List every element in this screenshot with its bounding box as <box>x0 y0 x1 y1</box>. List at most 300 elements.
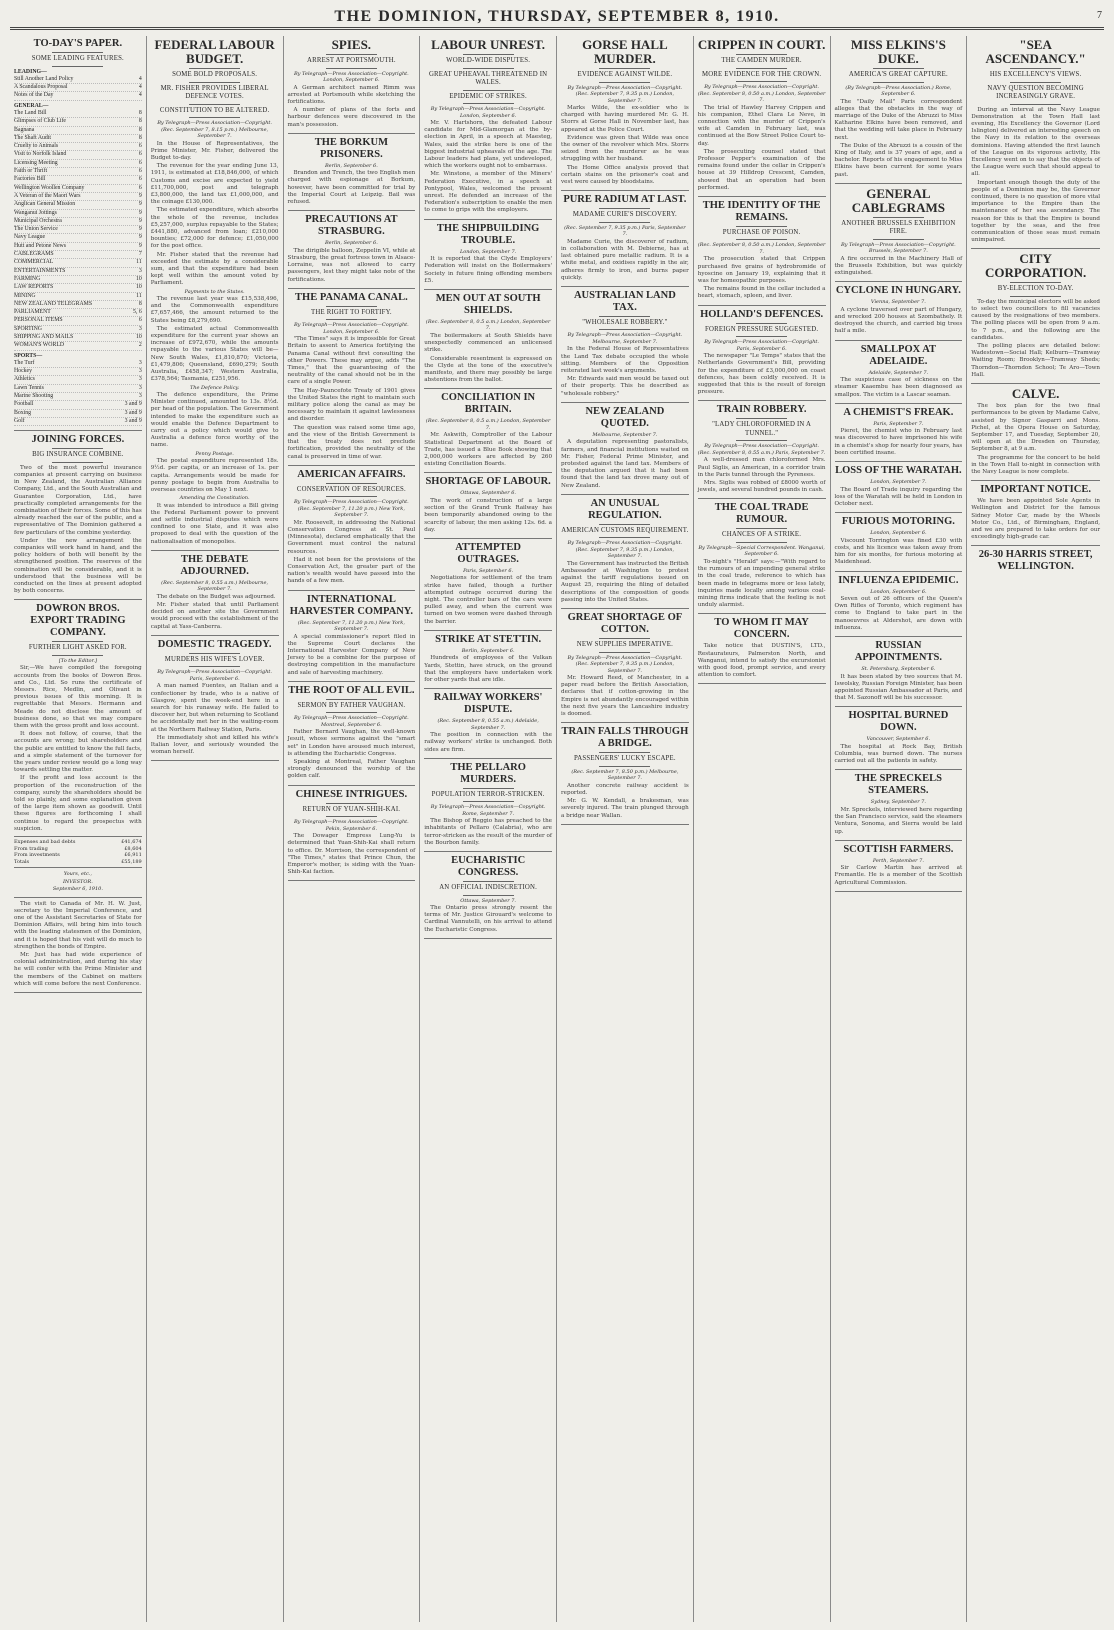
article <box>698 404 826 494</box>
headline-rule <box>736 336 787 337</box>
page-columns <box>10 36 1104 1622</box>
headline-rule <box>52 66 103 67</box>
article-subheadings <box>14 52 142 67</box>
article <box>835 187 963 278</box>
article-paragraph: The revenue last year was £15,538,496, and the Commonwealth expenditure £7,657,466, the amount returned to the States being £8,279,690. <box>150 296 279 324</box>
article-headline: INFLUENZA EPIDEMIC. <box>838 574 959 586</box>
article-byline: Adelaide, September 7. <box>868 369 929 376</box>
article-paragraph: Mr. Spreckels, interviewed here regarding the San Francisco service, said the steamers Ventura, Sonoma, and Sierra would be laid up. <box>834 806 963 835</box>
contents-page: 4 <box>138 84 142 91</box>
article-subheading: WORLD-WIDE DISPUTES. <box>446 57 531 64</box>
contents-label: Licensing Meeting <box>14 159 58 166</box>
contents-row <box>14 168 142 176</box>
table-label: Totals <box>14 858 30 865</box>
contents-page: 9 <box>138 201 142 208</box>
contents-row <box>14 176 142 184</box>
contents-label: Lawn Tennis <box>14 384 44 391</box>
article-byline: By Telegraph—Press Association—Copyright. (Rec. September 8, 0.55 a.m.) Paris, September 7. <box>697 443 826 456</box>
article-paragraph: Mr. Fisher stated that until Parliament decided on another site the Government would proceed with the establishment of the capital at Yass-Canberra. <box>150 602 279 630</box>
column-5 <box>557 36 694 1622</box>
headline-rule <box>326 496 377 497</box>
article-paragraph: We have been appointed Sole Agents in Wellington and District for the famous Sidney Motor Car, made by the Wheels Motor Co., Ltd., of Birmingham, England, and we are prepared to take orders for our exceedingly high-grade car. <box>971 498 1100 541</box>
article-subheadings <box>698 323 826 338</box>
table-value: £8,604 <box>124 845 142 852</box>
contents-page: 3 and 9 <box>124 401 142 408</box>
headline-rule <box>1010 296 1062 297</box>
headline-rule <box>189 104 240 105</box>
article-divider <box>14 897 142 898</box>
article-paragraph: He immediately shot and killed his wife's Italian lover, and seriously wounded the woman herself. <box>150 734 279 756</box>
article <box>561 726 689 820</box>
contents-label: ENTERTAINMENTS <box>14 267 66 274</box>
headline-rule <box>52 641 103 642</box>
article-byline: (Rec. September 7, 9.35 p.m.) Paris, September 7. <box>564 224 686 238</box>
article-paragraph: The remains found in the cellar included a heart, stomach, spleen, and liver. <box>697 286 826 300</box>
article-paragraph: Mr. Howard Reed, of Manchester, in a paper read before the British Association, declares that if cotton-growing in the Empire is not abundantly encouraged within the next five years the Lancashire industry is doomed. <box>561 675 689 718</box>
article-divider <box>971 383 1100 384</box>
article-paragraph: Viscount Torrington was fined £30 with costs, and his licence was taken away from him for six months, for furious motoring at Maidenhead. <box>834 537 963 566</box>
article-divider <box>971 248 1100 249</box>
contents-page: 6 <box>138 168 142 175</box>
article <box>288 594 416 677</box>
contents-label: Factories Bill <box>14 176 46 183</box>
article-headline: CRIPPEN IN COURT. <box>697 37 826 52</box>
article <box>698 200 826 301</box>
article <box>835 344 963 399</box>
article-paragraph: The dirigible balloon, Zeppelin VI, while at Strasburg, the great fortress town in Alsace-Lorraine, was not allowed to carry passengers, lest they might take note of the fortifications. <box>287 247 416 283</box>
article-divider <box>424 289 552 290</box>
article-byline: Ottawa, September 6. <box>460 490 516 497</box>
article-headline: CALVE. <box>1011 386 1060 402</box>
contents-label: FARMING <box>14 275 41 282</box>
contents-page: 6 <box>138 151 142 158</box>
article-byline: By Telegraph—Press Association—Copyright. Montreal, September 6. <box>293 715 409 728</box>
article-divider <box>424 758 552 759</box>
article <box>698 617 826 679</box>
headline-rule <box>599 222 650 223</box>
article-paragraph: A deputation representing pastoralists, farmers, and financial institutions waited on Mr. Fisher, Federal Prime Minister, and protested against the land tax. Members of the deputation argued that it had been found that the land tax drove many out of New Zealand. <box>561 439 689 489</box>
article-headline: CONCILIATION IN BRITAIN. <box>441 392 536 416</box>
article-subheading: POPULATION TERROR-STRICKEN. <box>431 790 545 798</box>
article-subheading: BY-ELECTION TO-DAY. <box>997 285 1074 293</box>
headline-rule <box>463 788 514 789</box>
article-byline: (Rec. September 8, 0.55 a.m.) Melbourne, September 7. <box>161 579 269 593</box>
article-headline: SPIES. <box>331 37 372 52</box>
article-subheading: AMERICA'S GREAT CAPTURE. <box>848 71 948 78</box>
headline-rule <box>189 68 240 69</box>
headline-rule <box>599 766 650 767</box>
article-byline: By Telegraph—Press Association—Copyright. London, September 6. <box>293 70 409 83</box>
contents-page: 3 and 9 <box>124 409 142 416</box>
article-subheading: NEW SUPPLIES IMPERATIVE. <box>576 641 673 649</box>
article-section-heading: Amending the Constitution. <box>179 495 250 502</box>
article-paragraph: Marks Wilde, the ex-soldier who is charged with having murdered Mr. G. H. Storrs at Gorse Hall in November last, has appeared at the Police Court. <box>561 105 689 133</box>
article-divider <box>151 635 279 636</box>
article-subheadings <box>14 641 142 656</box>
article-divider <box>561 824 689 825</box>
article-subheadings <box>835 217 963 240</box>
article-headline: GENERAL CABLEGRAMS <box>851 185 945 215</box>
article-paragraph: The Hay-Pauncefote Treaty of 1901 gives the United States the right to maintain such military police along the canal as may be necessary to maintain it against lawlessness and disorder. <box>287 387 416 423</box>
article-headline: TRAIN FALLS THROUGH A BRIDGE. <box>561 726 689 750</box>
article-headline: JOINING FORCES. <box>31 434 125 446</box>
contents-page: 6 <box>138 143 142 150</box>
article <box>971 252 1100 379</box>
article-headline: FURIOUS MOTORING. <box>841 516 955 528</box>
article-subheading: CONSTITUTION TO BE ALTERED. <box>159 106 270 114</box>
article-paragraph: The suspicious case of sickness on the steamer Kaaembu has been diagnosed as smallpox. The victim is a Lascar seaman. <box>834 377 963 398</box>
article-headline: ATTEMPTED OUTRAGES. <box>455 541 521 565</box>
contents-row <box>14 284 142 292</box>
article-byline: By Telegraph—Press Association—Copyright. (Rec. September 7, 9.35 p.m.) London, September 7. <box>567 84 683 104</box>
article-paragraph: A number of plans of the forts and harbour defences were discovered in the man's possession. <box>287 107 416 128</box>
figures-table <box>14 836 142 868</box>
headline-rule <box>463 895 514 896</box>
article-headline: CITY CORPORATION. <box>985 251 1087 281</box>
article-divider <box>424 472 552 473</box>
article-divider <box>288 288 416 289</box>
article-divider <box>971 480 1100 481</box>
contents-row <box>14 251 142 259</box>
article <box>424 542 552 626</box>
contents-label: Visit to Norfolk Island <box>14 151 67 158</box>
article-divider <box>561 608 689 609</box>
article-byline: (Rec. September 8, 0.5 a.m.) London, September 7. <box>425 318 551 332</box>
article <box>288 469 416 586</box>
article-divider <box>14 599 142 600</box>
article-paragraph: The boilermakers at South Shields have unexpectedly commenced an unlicensed strike. <box>424 332 552 354</box>
article-paragraph: Pieret, the chemist who in February last was discovered to have imprisoned his wife in a chemist's shop for nearly four years, has been certified insane. <box>834 428 963 456</box>
article-paragraph: It does not follow, of course, that the accounts are wrong; but shareholders and the public are entitled to know the full facts, and a simple statement of the turnover for the years under review would go a long way towards settling the matter. <box>14 731 142 774</box>
article-divider <box>835 636 963 637</box>
contents-page: 9 <box>138 217 142 224</box>
article-paragraph: The hospital at Rock Bay, British Columbia, was burned down. The nurses carried out all the patients in safety. <box>834 743 963 765</box>
headline-rule <box>326 54 377 55</box>
masthead <box>10 6 1104 30</box>
article-divider <box>424 219 552 220</box>
contents-row <box>14 360 142 368</box>
article-divider <box>424 688 552 689</box>
headline-rule <box>599 652 650 653</box>
article-subheadings <box>698 418 826 441</box>
column-7 <box>831 36 968 1622</box>
article-byline: Berlin, September 6. <box>324 240 378 247</box>
headline-rule <box>736 542 787 543</box>
article <box>424 855 552 934</box>
article-paragraph: To-night's "Herald" says:—"With regard to the rumours of an impending general strike in the coal trade, reference to which has been made in telegrams more or less lately, inquiries made locally among various coal-mining firms indicate that the feeling is not unduly alarmist. <box>697 558 826 609</box>
contents-row <box>14 301 142 309</box>
article-subheadings <box>288 699 416 714</box>
contents-page: 8 <box>138 118 142 125</box>
headline-rule <box>326 306 377 307</box>
article-headline: THE SHIPBUILDING TROUBLE. <box>436 222 540 246</box>
contents-row <box>14 151 142 159</box>
article-byline: St. Petersburg, September 6. <box>861 666 936 673</box>
article-byline: Perth, September 7. <box>872 857 924 864</box>
article-paragraph: The Dowager Empress Lung-Yu is determined that Yuan-Shih-Kai shall return to office. Dr. Morrison, the correspondent of "The Times," states that Prince Chun, the Emperor's mother, is siding with the Yuan-Shih-Kai faction. <box>287 833 416 876</box>
headline-rule <box>189 82 240 83</box>
article-paragraph: Negotiations for settlement of the tram strike have failed, though a further attempted outrage occurred during the night. The controller bars of the cars were pulled away, and when the current was turned on two women were dashed through the barrier. <box>424 575 552 625</box>
article-paragraph: Sir,—We have compiled the foregoing accounts from the books of Dowron Bros. and Co., Ltd. So runs the certificate of Messrs. Rice, Medlin, and Olivant in previous issues of this morning. It is regrettable that Messrs. Hermann and Meade do not disclose the amount of business done, so that we may compare them with the gross profit and loss account. <box>14 665 142 730</box>
article-subheading: "LADY CHLOROFORMED IN A TUNNEL." <box>712 421 812 437</box>
article-paragraph: The postal expenditure represented 18s. 9½d. per capita, or an increase of 1s. per capita. Arrangements would be made for penny postage to begin from Australia to overseas countries on May 1 next. <box>150 458 279 493</box>
article-headline: THE IDENTITY OF THE REMAINS. <box>702 199 821 223</box>
article-headline: AUSTRALIAN LAND TAX. <box>573 289 676 313</box>
contents-page: 11 <box>136 259 142 266</box>
headline-rule <box>1010 282 1062 283</box>
article-paragraph: Mrs. Siglis was robbed of £8000 worth of jewels, and several hundred pounds in cash. <box>697 479 826 494</box>
article-headline: THE PELLARO MURDERS. <box>450 761 526 785</box>
contents-page: 9 <box>138 226 142 233</box>
article-paragraph: Had it not been for the provisions of the Conservation Act, the greater part of the nation's wealth would have passed into the hands of a few men. <box>287 556 416 585</box>
contents-row <box>14 118 142 126</box>
headline-rule <box>599 316 650 317</box>
contents-row <box>14 326 142 334</box>
article-divider <box>835 706 963 707</box>
article-subheadings <box>14 448 142 463</box>
article-byline: By Telegraph—Press Association—Copyright. Paris, September 6. <box>157 669 273 682</box>
contents-list <box>14 69 142 427</box>
headline-rule <box>52 448 103 449</box>
headline-rule <box>736 323 787 324</box>
article-headline: THE ROOT OF ALL EVIL. <box>288 684 415 696</box>
article-paragraph: Mr. Winstone, a member of the Miners' Federation Executive, in a speech at Pontypool, Wales, welcomed the present unrest. He defended an increase of the Federation's subscription to enable the men to come to grips with the employers. <box>424 171 552 214</box>
article <box>288 38 416 129</box>
contents-row <box>14 201 142 209</box>
contents-label: Navy League <box>14 234 46 241</box>
article <box>698 38 826 192</box>
article-paragraph: Brandon and Trench, the two English men charged with espionage at Borkum, however, have been committed for trial by the Imperial Court at Leipzig. Bail was refused. <box>287 170 416 206</box>
article-subheadings <box>151 68 279 118</box>
contents-label: Hutt and Petone News <box>14 242 67 249</box>
contents-row <box>14 210 142 218</box>
article <box>288 214 416 284</box>
article-paragraph: The "Daily Mail" Paris correspondent alleges that the obstacles in the way of marriage of the Duke of the Abruzzi to Miss Katharine Elkins have been removed, and that the wedding will take place in February next. <box>834 98 963 141</box>
contents-label: Faith or Thrift <box>14 168 48 175</box>
article-paragraph: The revenue for the year ending June 13, 1911, is estimated at £18,846,000, of which Customs and excise are expected to yield £11,700,000, post and telegraph £3,800,000, the land tax £1,000,000, and the coinage £130,000. <box>150 163 279 206</box>
article-headline: SMALLPOX AT ADELAIDE. <box>860 343 937 367</box>
article-divider <box>424 388 552 389</box>
column-8 <box>967 36 1104 1622</box>
article-divider <box>288 681 416 682</box>
article-subheading: MADAME CURIE'S DISCOVERY. <box>572 211 677 219</box>
article-subheadings <box>288 483 416 498</box>
article <box>14 603 142 892</box>
article-divider <box>561 494 689 495</box>
contents-page: 8 <box>138 126 142 133</box>
contents-page: 8 <box>138 109 142 116</box>
contents-label: Glimpses of Club Life <box>14 118 67 125</box>
article-byline: Vancouver, September 6. <box>866 736 931 743</box>
article <box>424 223 552 285</box>
contents-row <box>14 76 142 84</box>
article-byline: Sydney, September 7. <box>870 799 926 806</box>
column-6 <box>694 36 831 1622</box>
contents-label: COMMERCIAL <box>14 259 54 266</box>
headline-rule <box>873 239 924 240</box>
article-subheading: CHANCES OF A STRIKE. <box>722 531 802 539</box>
headline-rule <box>52 655 103 656</box>
contents-page: 3 and 9 <box>124 417 142 424</box>
article-divider <box>288 880 416 881</box>
article-headline: NEW ZEALAND QUOTED. <box>585 405 665 429</box>
article-subheading: SOME LEADING FEATURES. <box>31 55 124 62</box>
article-subheading: SOME BOLD PROPOSALS. <box>172 71 258 78</box>
headline-rule <box>599 752 650 753</box>
article-paragraph: A German architect named Rimm was arrested at Portsmouth while sketching the fortifications. <box>287 84 416 105</box>
headline-rule <box>1010 104 1062 105</box>
article-divider <box>698 400 826 401</box>
article-byline: By Telegraph—Press Association—Copyright. Paris, September 6. <box>704 339 820 352</box>
article-divider <box>424 538 552 539</box>
article-paragraph: Take notice that DUSTIN'S, LTD., Restaurateurs, Palmerston North, and Wanganui, intend to satisfy the excursionist with good food, prompt service, and every attention to comfort. <box>697 643 826 679</box>
contents-label: Cruelty to Animals <box>14 143 59 150</box>
article-headline: AMERICAN AFFAIRS. <box>297 468 406 480</box>
article-divider <box>424 851 552 852</box>
letter-signoff: Yours, etc., <box>63 871 92 878</box>
article-divider <box>288 465 416 466</box>
contents-row <box>14 401 142 409</box>
headline-rule <box>599 524 650 525</box>
article <box>835 285 963 335</box>
article-subheading: HIS EXCELLENCY'S VIEWS. <box>989 71 1082 78</box>
contents-row <box>14 393 142 401</box>
contents-label: The Turf <box>14 359 35 366</box>
headline-rule <box>52 52 103 53</box>
contents-row <box>14 226 142 234</box>
article-paragraph: Important enough though the duty of the people of a Dominion may be, the Governor continued, there is no question of more vital importance to the Empire than the maintenance of her sea ascendancy. The reason for this is that the Empire is bound together by the seas, and the free communication of those seas must remain unimpaired. <box>971 179 1100 244</box>
article-byline: London, September 6. <box>870 530 927 537</box>
contents-page: 3 <box>138 376 142 383</box>
article-headline: SCOTTISH FARMERS. <box>843 843 954 855</box>
article-byline: Berlin, September 6. <box>324 162 378 169</box>
article-paragraph: Father Bernard Vaughan, the well-known Jesuit, whose sermons against the "smart set" in London have aroused much interest, is attending the Eucharistic Congress. <box>287 729 416 757</box>
contents-label: Bagnana <box>14 126 35 133</box>
article-byline: (Rec. September 7, 11.20 p.m.) New York, September 7. <box>297 619 405 633</box>
article-headline: INTERNATIONAL HARVESTER COMPANY. <box>289 593 414 617</box>
article-subheading: CONSERVATION OF RESOURCES. <box>296 485 406 493</box>
contents-label: WOMAN'S WORLD <box>14 342 65 349</box>
article-subheadings <box>561 68 689 83</box>
article-divider <box>835 281 963 282</box>
contents-page: 9 <box>138 209 142 216</box>
article <box>14 901 142 988</box>
article-paragraph: The position in connection with the railway workers' strike is unchanged. Both sides are firm. <box>424 732 552 753</box>
article-paragraph: A cyclone traversed over part of Hungary, and wrecked 200 houses at Szombathely. It destroyed the church, and carried big trees half a mile. <box>834 306 963 335</box>
headline-rule <box>599 68 650 69</box>
article-paragraph: A fire occurred in the Machinery Hall of the Brussels Exhibition, but was quickly extinguished. <box>834 255 963 277</box>
article <box>835 38 963 179</box>
article-headline: IMPORTANT NOTICE. <box>980 484 1091 496</box>
article-byline: Berlin, September 6. <box>461 647 515 654</box>
contents-label: Notes of the Day <box>14 92 54 99</box>
article-headline: GORSE HALL MURDER. <box>582 37 668 66</box>
article-paragraph: Under the new arrangement the companies will work hand in hand, and the policy holders of both will benefit by the strengthened position. The reserves of the combination will be considerable, and it is understood that the business will be conducted on the lines at present adopted by both concerns. <box>14 537 142 595</box>
article-divider <box>424 630 552 631</box>
article-subheadings <box>561 316 689 331</box>
article-paragraph: The question was raised some time ago, and the view of the British Government is that the treaty does not preclude fortification, provided the neutrality of the canal is preserved in time of war. <box>287 424 416 460</box>
contents-row <box>14 309 142 317</box>
article-paragraph: Seven out of 26 officers of the Queen's Own Rifles of Toronto, which regiment has come to England to take part in the manoeuvres at Aldershot, are down with influenza. <box>834 596 963 631</box>
article-headline: MEN OUT AT SOUTH SHIELDS. <box>435 292 541 316</box>
article-subheadings <box>698 226 826 241</box>
article-paragraph: Sir Carlow Martin has arrived at Fremantle. He is a member of the Scottish Agricultural Commission. <box>834 865 963 886</box>
headline-rule <box>1010 82 1062 83</box>
article-byline: By Telegraph—Press Association—Copyright. (Rec. September 7, 8.15 p.m.) Melbourne, September 7. <box>157 120 273 139</box>
contents-label: SHIPPING AND MAILS <box>14 334 74 340</box>
article-subheadings <box>561 208 689 223</box>
contents-label: Hockey <box>14 368 33 375</box>
article-paragraph: Madame Curie, the discoverer of radium, in collaboration with M. Debierne, has at last obtained pure metallic radium. It is a white metal, and oxidises rapidly in the air, adheres firmly to iron, and burns paper quickly. <box>561 238 689 281</box>
contents-row <box>14 127 142 135</box>
contents-row <box>14 243 142 251</box>
headline-rule <box>736 239 787 240</box>
article-divider <box>835 183 963 184</box>
headline-rule <box>463 90 514 91</box>
article <box>151 38 279 546</box>
article <box>971 387 1100 476</box>
article-byline: By Telegraph—Press Association—Copyright. Brussels, September 7. <box>840 241 956 255</box>
article-section-heading: Penny Postage. <box>195 450 234 457</box>
article-byline: By Telegraph—Press Association—Copyright. (Rec. September 8, 0.50 a.m.) London, September 7. <box>697 84 826 103</box>
contents-row <box>14 368 142 376</box>
headline-rule <box>599 638 650 639</box>
article-subheadings <box>151 653 279 668</box>
article-paragraph: Another concrete railway accident is reported. <box>561 782 689 796</box>
article-paragraph: It has been stated by two sources that M. Iswolsky, Russian Foreign Minister, has been appointed Russian Ambassador at Paris, and that M. Sazonoff will be his successor. <box>834 673 963 702</box>
article-subheading: MURDERS HIS WIFE'S LOVER. <box>164 655 265 663</box>
article-byline: Ottawa, September 7. <box>460 897 516 904</box>
article-byline: (Rec. September 8, 0.50 a.m.) London, September 7. <box>697 242 826 255</box>
article-divider <box>835 571 963 572</box>
contents-page: 8 <box>138 300 142 307</box>
contents-page: 10 <box>135 275 142 282</box>
headline-rule <box>326 712 377 713</box>
article-subheadings <box>288 54 416 69</box>
headline-rule <box>326 803 377 804</box>
headline-rule <box>326 68 377 69</box>
article-paragraph: The prosecution stated that Crippen purchased five grains of hydrobromide of hyoscine on January 19, explaining that it was for homeopathic purposes. <box>697 256 826 285</box>
article-paragraph: If the profit and loss account is the proportion of the reconstruction of the company, surely the shareholders should be told so plainly, and some explanation given of the large item shown as goodwill. Until these figures are forthcoming I shall continue to regard the prospectus with suspicion. <box>14 775 142 832</box>
article-headline: RAILWAY WORKERS' DISPUTE. <box>433 692 543 716</box>
article-headline: THE SPRECKELS STEAMERS. <box>854 773 942 797</box>
article-paragraph: Mr. V. Hartshorn, the defeated Labour candidate for Mid-Glamorgan at the by-election in April, in a speech at Maesteg, Wales, said the strike here is one of the biggest industrial upheavals of the age. The Labour leaders had plans, yet undeveloped, which the workers ought not to embarrass. <box>424 120 552 170</box>
article-byline: By Telegraph—Press Association—Copyright. (Rec. September 7, 9.35 p.m.) London, September 7. <box>567 654 683 674</box>
article <box>835 465 963 508</box>
article-byline: By Telegraph—Special Correspondent. Wanganui, September 6. <box>698 544 825 558</box>
article-subheadings <box>971 68 1100 105</box>
article-divider <box>835 461 963 462</box>
article-headline: STRIKE AT STETTIN. <box>435 633 542 645</box>
article-subheading: GREAT UPHEAVAL THREATENED IN WALES. <box>428 70 548 86</box>
article-headline: GREAT SHORTAGE OF COTTON. <box>567 612 683 636</box>
article <box>561 194 689 282</box>
article-paragraph: The visit to Canada of Mr. H. W. Just, secretary to the Imperial Conference, and one of the Assistant Secretaries of State for Dominion Affairs, will bring him into touch with the leading statesmen of the Dominion, and it is hoped that his visit will do much to strengthen the bonds of Empire. <box>14 900 142 950</box>
article-headline: CYCLONE IN HUNGARY. <box>835 285 961 297</box>
contents-label: The Land Bill <box>14 109 47 116</box>
headline-rule <box>736 226 787 227</box>
article-divider <box>698 498 826 499</box>
article-divider <box>561 286 689 287</box>
article <box>424 38 552 215</box>
contents-page: 4 <box>138 75 142 82</box>
headline-rule <box>326 319 377 320</box>
headline-rule <box>189 117 240 118</box>
article-subheadings <box>288 306 416 321</box>
article <box>835 575 963 633</box>
article-paragraph: Mr. Edwards said men would be taxed out of their property. This he described as "wholesale robbery." <box>561 376 689 397</box>
contents-page: 6 <box>138 159 142 166</box>
